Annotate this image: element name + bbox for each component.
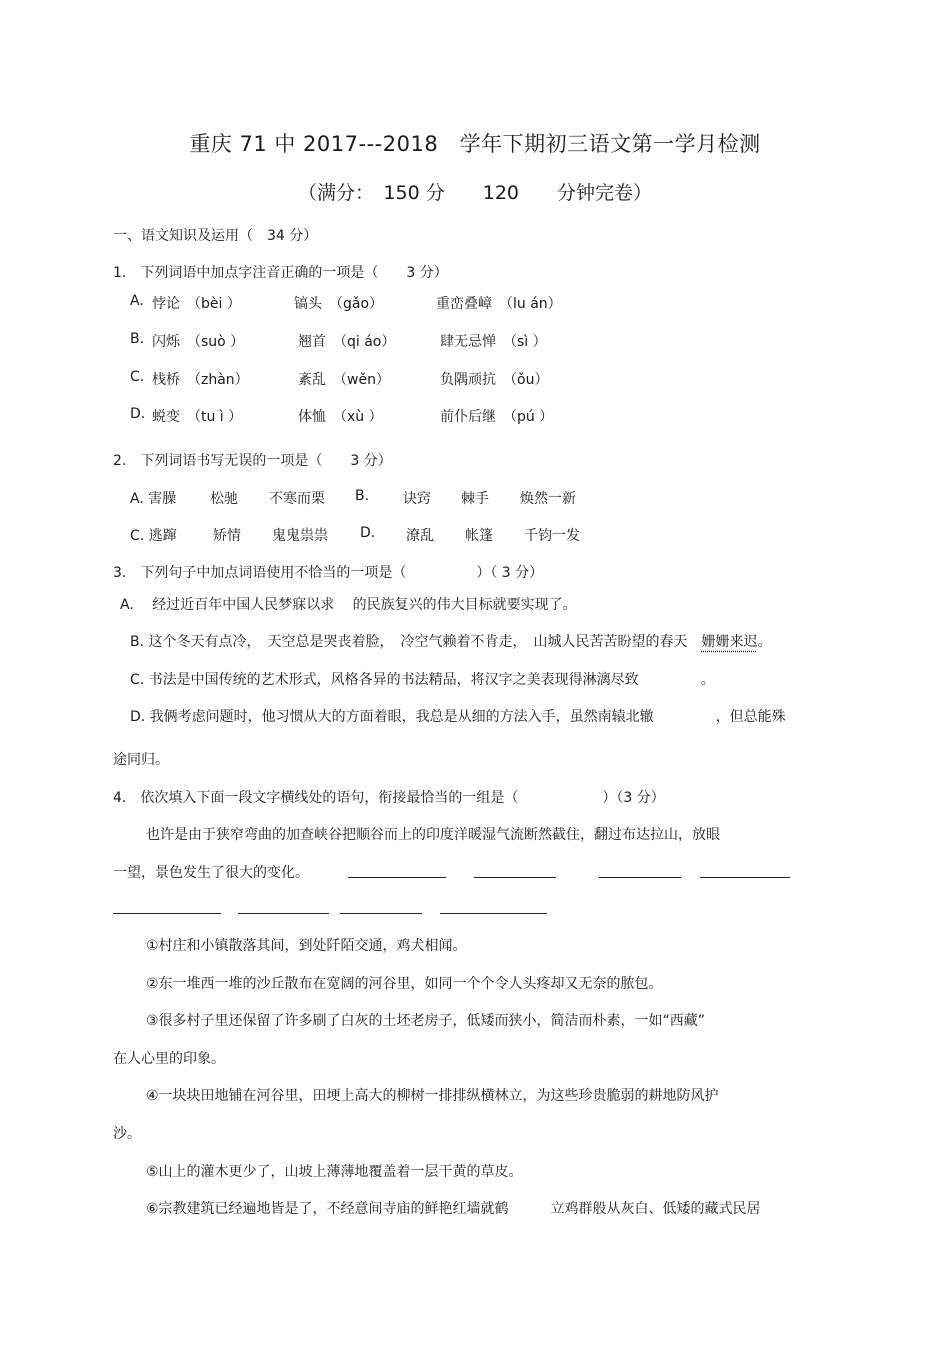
q1-option-label: B.	[130, 331, 145, 347]
q4-item-continued: 沙。	[113, 1126, 141, 1142]
q2-word: 松驰	[210, 491, 238, 507]
q1-option-item: 翘首 （qi áo）	[298, 334, 396, 350]
q3-option-d-continued: 途同归。	[113, 752, 169, 768]
q4-stem: 4. 依次填入下面一段文字横线处的语句，衔接最恰当的一组是（ ）（3 分）	[113, 790, 665, 806]
q3-option-c: C. 书法是中国传统的艺术形式，风格各异的书法精品，将汉字之美表现得淋漓尽致 。	[130, 672, 715, 688]
q1-option-item: 栈桥 （zhàn）	[152, 372, 249, 388]
q2-word: 千钧一发	[524, 528, 580, 544]
q1-option-label: C.	[130, 369, 145, 385]
q3-stem: 3. 下列句子中加点词语使用不恰当的一项是（ ）（ 3 分）	[113, 565, 544, 581]
q2-word: 棘手	[461, 491, 489, 507]
q1-stem: 1. 下列词语中加点字注音正确的一项是（ 3 分）	[113, 265, 448, 281]
q2-stem: 2. 下列词语书写无误的一项是（ 3 分）	[113, 453, 392, 469]
q2-word: 焕然一新	[520, 491, 576, 507]
answer-blank[interactable]	[700, 877, 790, 878]
q4-item: ④一块块田地铺在河谷里，田埂上高大的柳树一排排纵横林立，为这些珍贵脆弱的耕地防风护	[146, 1088, 719, 1104]
page-subtitle: （满分： 150 分 120 分钟完卷）	[297, 182, 653, 204]
q4-passage-line: 也许是由于狭窄弯曲的加查峡谷把顺谷而上的印度洋暖湿气流断然截住，翻过布达拉山，放眼	[146, 827, 720, 843]
q2-word: C. 逃蹿	[130, 528, 177, 544]
q1-option-item: 蜕变 （tu ì ）	[152, 409, 243, 425]
answer-blank[interactable]	[238, 913, 329, 914]
q3-option-a: A. 经过近百年中国人民梦寐以求 的民族复兴的伟大目标就要实现了。	[120, 597, 577, 613]
q1-option-item: 负隅顽抗 （ǒu）	[440, 372, 549, 388]
q3-option-b: B. 这个冬天有点冷， 天空总是哭丧着脸， 冷空气赖着不肯走， 山城人民苦苦盼望的春天 姗姗来迟。	[130, 634, 772, 650]
q4-passage-line: 一望，景色发生了很大的变化。	[113, 865, 309, 881]
q2-word: A. 害臊	[130, 491, 177, 507]
q4-item-continued: 在人心里的印象。	[113, 1051, 225, 1067]
q4-item: ①村庄和小镇散落其间，到处阡陌交通，鸡犬相闻。	[146, 938, 467, 954]
q2-word: 矫情	[213, 528, 241, 544]
q1-option-label: A.	[130, 293, 144, 309]
answer-blank[interactable]	[440, 913, 547, 914]
q1-option-item: 闪烁 （suò ）	[152, 334, 245, 350]
q2-word: 诀窍	[403, 491, 431, 507]
q1-option-item: 紊乱 （wěn）	[298, 372, 390, 388]
answer-blank[interactable]	[348, 877, 446, 878]
section-heading: 一、语文知识及运用（ 34 分）	[113, 228, 318, 244]
q2-word: 鬼鬼祟祟	[272, 528, 328, 544]
q3-option-d: D. 我俩考虑问题时，他习惯从大的方面着眼，我总是从细的方法入手，虽然南辕北辙 ，但总能殊	[130, 709, 786, 725]
q1-option-item: 重峦叠嶂 （lu án）	[436, 296, 562, 312]
q2-word: D.	[360, 525, 376, 541]
q1-option-item: 前仆后继 （pú ）	[440, 409, 554, 425]
q4-item: ⑥宗教建筑已经遍地皆是了，不经意间寺庙的鲜艳红墙就鹤 立鸡群般从灰白、低矮的藏式民居	[146, 1201, 761, 1217]
q4-item: ⑤山上的灌木更少了，山坡上薄薄地覆盖着一层干黄的草皮。	[146, 1164, 523, 1180]
q2-word: B.	[355, 488, 370, 504]
q2-word: 不寒而栗	[269, 491, 325, 507]
dotted-phrase: 姗姗来迟	[701, 634, 758, 650]
q1-option-item: 体恤 （xù ）	[298, 409, 383, 425]
answer-blank[interactable]	[340, 913, 422, 914]
answer-blank[interactable]	[599, 877, 681, 878]
q1-option-item: 悖论 （bèi ）	[152, 296, 241, 312]
answer-blank[interactable]	[113, 913, 221, 914]
q1-option-item: 肆无忌惮 （sì ）	[440, 334, 547, 350]
q4-item: ③很多村子里还保留了许多刷了白灰的土坯老房子，低矮而狭小，简洁而朴素，一如“西藏”	[146, 1013, 706, 1029]
page-title: 重庆 71 中 2017---2018 学年下期初三语文第一学月检测	[189, 132, 761, 156]
q2-word: 帐篷	[465, 528, 493, 544]
q2-word: 潦乱	[406, 528, 434, 544]
q4-item: ②东一堆西一堆的沙丘散布在宽阔的河谷里，如同一个个令人头疼却又无奈的脓包。	[146, 976, 663, 992]
answer-blank[interactable]	[474, 877, 556, 878]
q1-option-label: D.	[130, 406, 146, 422]
q1-option-item: 镐头 （gǎo）	[294, 296, 384, 312]
